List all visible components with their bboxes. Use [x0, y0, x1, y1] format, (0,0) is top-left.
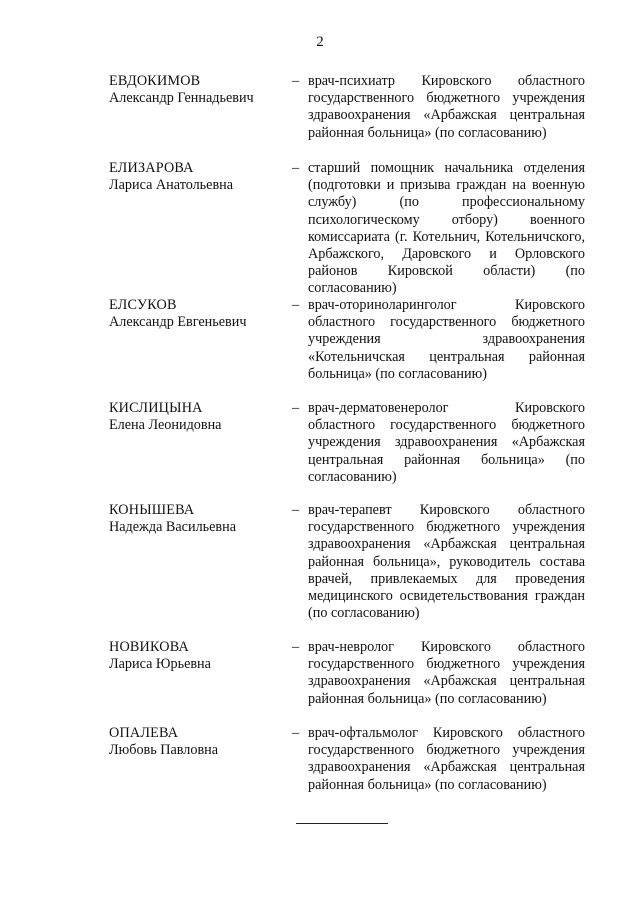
- dash-separator: –: [292, 73, 300, 89]
- member-name: [109, 400, 289, 434]
- dash-separator: –: [292, 502, 300, 518]
- dash-separator: –: [292, 400, 300, 416]
- member-position-description: врач-психиатр Кировского областного государственного бюджетного учреждения здравоохранения «Арбажская центральная районная больница» (по согласованию): [308, 73, 585, 141]
- member-surname: КИСЛИЦЫНА: [109, 400, 203, 416]
- member-name: [109, 297, 289, 331]
- member-surname: ЕЛСУКОВ: [109, 297, 177, 313]
- member-given-names: Надежда Васильевна: [109, 519, 237, 536]
- closing-divider-line: [296, 823, 388, 824]
- member-surname: ОПАЛЕВА: [109, 725, 179, 741]
- dash-separator: –: [292, 639, 300, 655]
- page-number: 2: [316, 34, 324, 50]
- dash-separator: –: [292, 160, 300, 176]
- member-position-description: врач-дерматовенеролог Кировского областного государственного бюджетного учреждения здравоохранения «Арбажская центральная районная больница» (по согласованию): [308, 400, 585, 485]
- member-name: [109, 73, 289, 107]
- member-given-names: Елена Леонидовна: [109, 417, 222, 434]
- member-name: [109, 725, 289, 759]
- member-given-names: Лариса Юрьевна: [109, 656, 211, 673]
- member-given-names: Александр Геннадьевич: [109, 90, 254, 107]
- dash-separator: –: [292, 725, 300, 741]
- member-name: [109, 160, 289, 194]
- member-given-names: Любовь Павловна: [109, 742, 219, 759]
- member-position-description: врач-невролог Кировского областного государственного бюджетного учреждения здравоохранения «Арбажская центральная районная больница» (по согласованию): [308, 639, 585, 707]
- member-surname: НОВИКОВА: [109, 639, 189, 655]
- member-name: [109, 639, 289, 673]
- member-given-names: Александр Евгеньевич: [109, 314, 247, 331]
- member-surname: ЕЛИЗАРОВА: [109, 160, 194, 176]
- member-surname: ЕВДОКИМОВ: [109, 73, 201, 89]
- member-position-description: старший помощник начальника отделения (подготовки и призыва граждан на военную службу) (по профессиональному психологическому отбору) военного комиссариата (г. Котельнич, Котельничского, Арбажского, Даровского и Орловского районов Кировской области) (по согласованию): [308, 160, 585, 297]
- member-surname: КОНЫШЕВА: [109, 502, 195, 518]
- dash-separator: –: [292, 297, 300, 313]
- member-given-names: Лариса Анатольевна: [109, 177, 234, 194]
- member-position-description: врач-офтальмолог Кировского областного государственного бюджетного учреждения здравоохранения «Арбажская центральная районная больница» (по согласованию): [308, 725, 585, 793]
- member-position-description: врач-терапевт Кировского областного государственного бюджетного учреждения здравоохранения «Арбажская центральная районная больница», руководитель состава врачей, привлекаемых для проведения медицинского освидетельствования граждан (по согласованию): [308, 502, 585, 622]
- member-name: [109, 502, 289, 536]
- member-position-description: врач-оториноларинголог Кировского областного государственного бюджетного учреждения здравоохранения «Котельничская центральная районная больница» (по согласованию): [308, 297, 585, 382]
